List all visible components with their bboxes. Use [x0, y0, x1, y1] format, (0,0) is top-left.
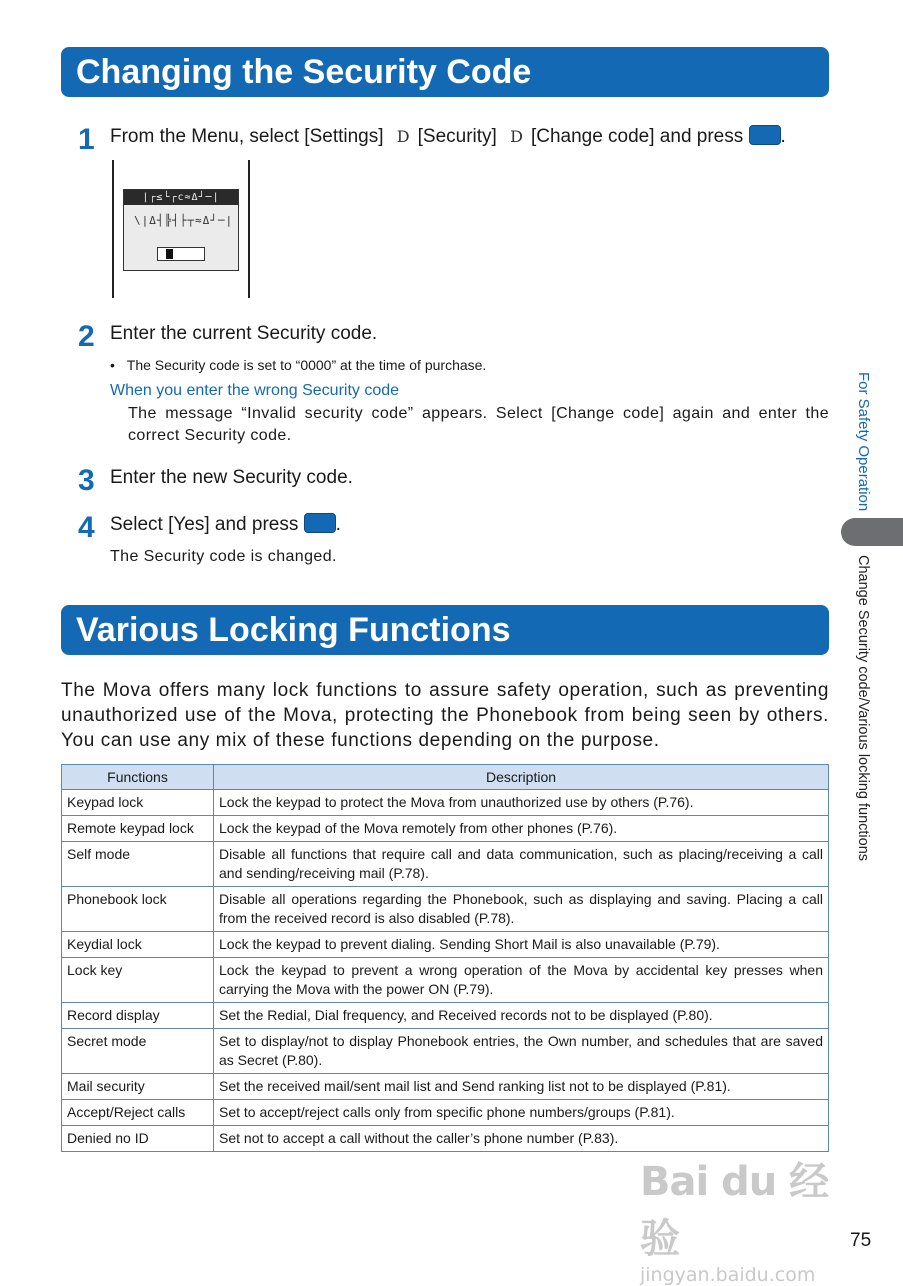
- table-row: [62, 1029, 829, 1074]
- table-row: [62, 887, 829, 932]
- wrong-code-subheading: When you enter the wrong Security code: [110, 382, 400, 399]
- function-description: Disable all functions that require call and data communication, such as placing/receiving a call and sending/receiving mail (P.78).: [214, 842, 829, 887]
- function-name: Mail security: [62, 1074, 214, 1100]
- arrow-icon: D: [396, 127, 410, 146]
- table-row: [62, 932, 829, 958]
- sidebar-chapter-label: For Safety Operation: [855, 372, 872, 512]
- code-input-field: [157, 247, 205, 261]
- page-number: 75: [850, 1230, 872, 1251]
- function-description: Lock the keypad of the Mova remotely from other phones (P.76).: [214, 816, 829, 842]
- step-4-text: [110, 513, 341, 537]
- function-name: Lock key: [62, 958, 214, 1003]
- function-name: Accept/Reject calls: [62, 1100, 214, 1126]
- arrow-icon: D: [510, 127, 523, 146]
- enter-key-icon: [749, 125, 781, 145]
- function-description: Set not to accept a call without the caller’s phone number (P.83).: [214, 1126, 829, 1152]
- step-1-part3: [Change code] and press: [530, 126, 744, 147]
- screen-prompt: \|Δ┤╠┤├┬≈Δ┘─|: [134, 214, 234, 227]
- function-description: Set the received mail/sent mail list and Send ranking list not to be displayed (P.81).: [214, 1074, 829, 1100]
- function-name: Phonebook lock: [62, 887, 214, 932]
- step-4-label: Select [Yes] and press: [110, 514, 299, 535]
- table-row: [62, 1100, 829, 1126]
- section-title-changing-security-code: Changing the Security Code: [61, 47, 829, 97]
- section-title-various-locking-functions: Various Locking Functions: [61, 605, 829, 655]
- function-description: Lock the keypad to prevent dialing. Sending Short Mail is also unavailable (P.79).: [214, 932, 829, 958]
- screen-header: |┌≤└┌с≈Δ┘─|: [124, 190, 238, 205]
- baidu-url: jingyan.baidu.com: [640, 1264, 816, 1286]
- locking-intro-paragraph: The Mova offers many lock functions to assure safety operation, such as preventing unauthorized use of the Mova, protecting the Phonebook from being seen by others. You can use any mix of these functions depending on the purpose.: [61, 680, 829, 751]
- function-description: Set to accept/reject calls only from specific phone numbers/groups (P.81).: [214, 1100, 829, 1126]
- step-1-part2: [Security]: [417, 126, 497, 147]
- function-name: Record display: [62, 1003, 214, 1029]
- step-2-text: Enter the current Security code.: [110, 323, 378, 344]
- function-name: Keydial lock: [62, 932, 214, 958]
- table-row: [62, 790, 829, 816]
- cursor-icon: [166, 249, 173, 259]
- function-description: Lock the keypad to prevent a wrong operation of the Mova by accidental key presses when carrying the Mova with the power ON (P.79).: [214, 958, 829, 1003]
- function-name: Secret mode: [62, 1029, 214, 1074]
- table-row: [62, 816, 829, 842]
- locking-functions-table: [61, 764, 829, 1152]
- function-name: Remote keypad lock: [62, 816, 214, 842]
- function-description: Set to display/not to display Phonebook entries, the Own number, and schedules that are saved as Secret (P.80).: [214, 1029, 829, 1074]
- step-4-result: The Security code is changed.: [110, 548, 337, 565]
- step-1-end: .: [780, 126, 786, 147]
- header-description: Description: [214, 765, 829, 790]
- sidebar-tab-marker: [841, 518, 903, 546]
- bullet-note-text: The Security code is set to “0000” at the time of purchase.: [126, 357, 487, 373]
- table-row: [62, 1003, 829, 1029]
- table-row: [62, 1074, 829, 1100]
- table-row: [62, 1126, 829, 1152]
- step-1-text: [110, 125, 786, 149]
- baidu-logo: Bai du 经验: [640, 1159, 829, 1262]
- table-row: [62, 842, 829, 887]
- function-description: Set the Redial, Dial frequency, and Received records not to be displayed (P.80).: [214, 1003, 829, 1029]
- sidebar-section-label: Change Security code/Various locking functions: [855, 555, 871, 862]
- function-name: Denied no ID: [62, 1126, 214, 1152]
- bullet-note: [110, 357, 486, 373]
- table-row: [62, 958, 829, 1003]
- table-header-row: [62, 765, 829, 790]
- enter-key-icon: [304, 513, 336, 533]
- step-2-number: 2: [78, 320, 95, 353]
- function-description: Lock the keypad to protect the Mova from unauthorized use by others (P.76).: [214, 790, 829, 816]
- step-1-part1: From the Menu, select [Settings]: [110, 126, 384, 147]
- step-4-number: 4: [78, 511, 95, 544]
- function-name: Keypad lock: [62, 790, 214, 816]
- step-4-end: .: [335, 514, 341, 535]
- phone-screen: [123, 189, 239, 271]
- step-1-number: 1: [78, 123, 95, 156]
- baidu-watermark: [640, 1150, 855, 1286]
- step-3-number: 3: [78, 464, 95, 497]
- bullet-icon: •: [110, 357, 115, 373]
- function-name: Self mode: [62, 842, 214, 887]
- wrong-code-text: The message “Invalid security code” appears. Select [Change code] again and enter the correct Security code.: [128, 405, 829, 444]
- header-functions: Functions: [62, 765, 214, 790]
- function-description: Disable all operations regarding the Phonebook, such as displaying and saving. Placing a call from the received record is also disabled (P.78).: [214, 887, 829, 932]
- step-3-text: Enter the new Security code.: [110, 467, 353, 488]
